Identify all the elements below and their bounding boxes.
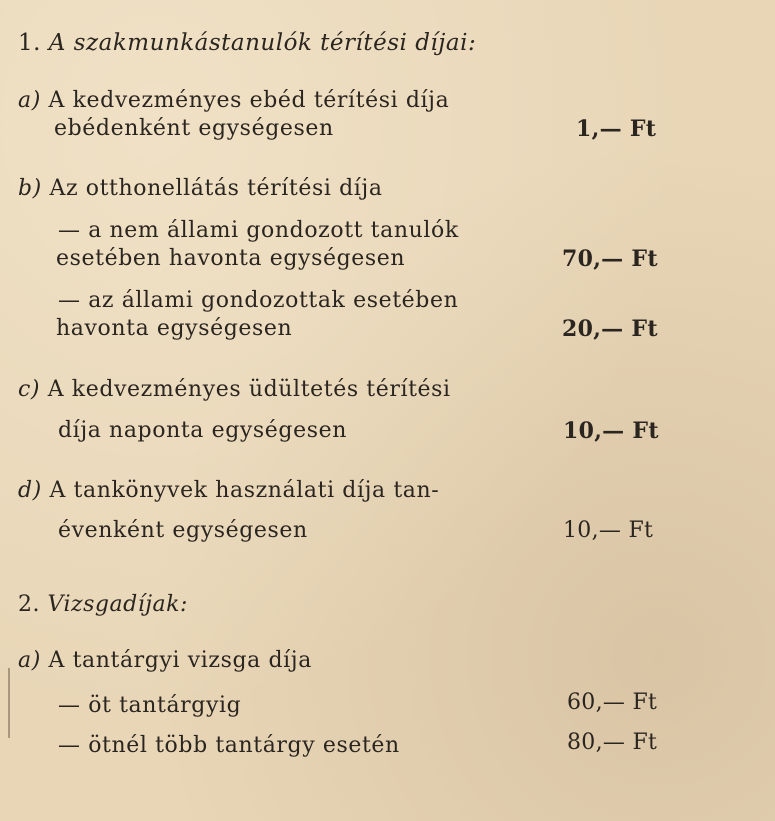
item-1d-text-1: A tankönyvek használati díja tan- xyxy=(49,478,440,503)
item-2a-sub-1-price: 60,— Ft xyxy=(567,690,658,715)
item-2a-text-1: A tantárgyi vizsga díja xyxy=(48,648,312,673)
item-1a-text-1: A kedvezményes ebéd térítési díja xyxy=(48,88,450,113)
item-1b-text-1: Az otthonellátás térítési díja xyxy=(49,176,383,201)
margin-mark xyxy=(8,668,10,738)
section-2-heading xyxy=(18,592,188,617)
item-1b-line-1 xyxy=(18,176,383,201)
item-1d-letter: d) xyxy=(18,478,42,503)
item-1d-line-1 xyxy=(18,478,439,503)
section-2-title: Vizsgadíjak: xyxy=(47,592,188,617)
item-1a-line-1 xyxy=(18,88,449,113)
item-2a-sub-1-line-1: — öt tantárgyig xyxy=(58,693,242,718)
section-2-number: 2. xyxy=(18,592,40,617)
item-1b-letter: b) xyxy=(18,176,42,201)
section-1-number: 1. xyxy=(18,30,41,56)
item-1b-sub-2-price: 20,— Ft xyxy=(562,316,658,342)
item-2a-sub-2-price: 80,— Ft xyxy=(567,730,658,755)
item-1c-text-1: A kedvezményes üdültetés térítési xyxy=(47,377,451,402)
item-1b-sub-2-line-2: havonta egységesen xyxy=(56,316,293,341)
item-1a-line-2: ebédenként egységesen xyxy=(54,116,334,141)
item-2a-letter: a) xyxy=(18,648,41,673)
item-2a-line-1 xyxy=(18,648,312,673)
section-1-heading xyxy=(18,30,476,56)
section-1-title: A szakmunkástanulók térítési díjai: xyxy=(48,30,477,56)
item-1a-price: 1,— Ft xyxy=(576,116,657,142)
item-1c-price: 10,— Ft xyxy=(563,418,659,444)
item-1a-letter: a) xyxy=(18,88,41,113)
item-1d-price: 10,— Ft xyxy=(563,518,654,543)
item-1b-sub-1-line-2: esetében havonta egységesen xyxy=(56,246,406,271)
item-2a-sub-2-line-1: — ötnél több tantárgy esetén xyxy=(58,733,400,758)
item-1d-line-2: évenként egységesen xyxy=(58,518,308,543)
item-1b-sub-1-line-1: — a nem állami gondozott tanulók xyxy=(58,218,459,243)
item-1c-line-1 xyxy=(18,377,451,402)
item-1b-sub-1-price: 70,— Ft xyxy=(562,246,658,272)
item-1c-line-2: díja naponta egységesen xyxy=(58,418,348,443)
item-1c-letter: c) xyxy=(18,377,41,402)
item-1b-sub-2-line-1: — az állami gondozottak esetében xyxy=(58,288,459,313)
